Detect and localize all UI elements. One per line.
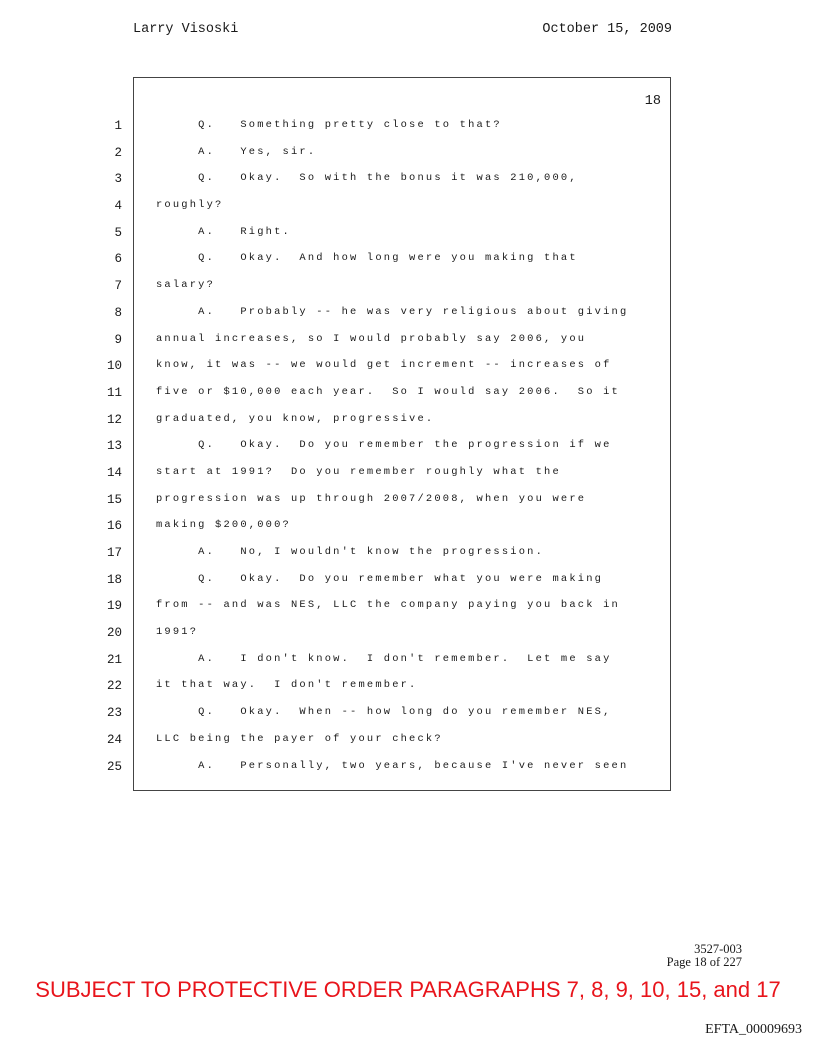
line-text: roughly? [156,199,224,212]
transcript-line [0,356,816,383]
line-number: 10 [106,359,122,374]
line-number: 8 [114,305,122,320]
transcript-line [0,463,816,490]
line-text: five or $10,000 each year. So I would say 2006. So it [156,385,620,398]
line-text: salary? [156,279,216,292]
line-text: A. Right. [156,225,291,238]
line-text: it that way. I don't remember. [156,679,418,692]
line-number: 19 [106,599,122,614]
line-number: 7 [114,279,122,294]
line-text: from -- and was NES, LLC the company paying you back in [156,599,620,612]
transcript-line [0,730,816,757]
line-text: Q. Okay. And how long were you making that [156,252,578,265]
transcript-line [0,543,816,570]
transcript-line [0,650,816,677]
line-text: know, it was -- we would get increment -- increases of [156,359,612,372]
line-number: 22 [106,679,122,694]
line-text: Q. Okay. When -- how long do you remember NES, [156,706,612,719]
line-text: A. I don't know. I don't remember. Let me say [156,652,612,665]
line-text: LLC being the payer of your check? [156,732,443,745]
line-text: start at 1991? Do you remember roughly what the [156,465,561,478]
transcript-line [0,676,816,703]
line-number: 20 [106,626,122,641]
line-text: Q. Okay. Do you remember what you were making [156,572,604,585]
line-number: 9 [114,332,122,347]
transcript-line [0,169,816,196]
protective-order-notice: SUBJECT TO PROTECTIVE ORDER PARAGRAPHS 7, 8, 9, 10, 15, and 17 [35,977,781,1002]
line-text: A. Probably -- he was very religious about giving [156,305,629,318]
line-number: 14 [106,465,122,480]
line-number: 17 [106,546,122,560]
transcript-line [0,330,816,357]
transcript-line [0,596,816,623]
line-number: 16 [106,519,122,534]
transcript-line [0,570,816,597]
transcript-line [0,516,816,543]
line-text: annual increases, so I would probably say 2006, you [156,332,587,345]
transcript-line [0,303,816,330]
transcript-line [0,116,816,143]
line-number: 5 [114,225,122,240]
transcript-line [0,490,816,517]
transcript-line [0,143,816,170]
line-text: A. Yes, sir. [156,145,317,158]
document-code: 3527-003 [694,942,742,956]
bates-number: EFTA_00009693 [705,1022,802,1037]
line-text: Q. Okay. So with the bonus it was 210,000, [156,172,578,185]
line-number: 2 [114,145,122,160]
deposition-date: October 15, 2009 [542,22,672,37]
line-text: A. No, I wouldn't know the progression. [156,546,545,558]
transcript-line [0,703,816,730]
line-number: 18 [106,572,122,587]
line-number: 6 [114,252,122,267]
transcript-line [0,223,816,250]
line-text: Q. Okay. Do you remember the progression if we [156,439,612,452]
line-text: graduated, you know, progressive. [156,412,435,425]
transcript-line [0,196,816,223]
transcript-line [0,276,816,303]
line-number: 12 [106,412,122,427]
line-text: Q. Something pretty close to that? [156,119,502,131]
line-number: 21 [106,652,122,667]
transcript-line [0,757,816,784]
transcript-line [0,410,816,437]
transcript-line [0,436,816,463]
transcript-page-number: 18 [644,94,661,109]
line-number: 11 [106,385,122,400]
transcript-line [0,249,816,276]
line-number: 25 [106,759,122,774]
line-text: 1991? [156,626,199,639]
line-text: making $200,000? [156,519,291,532]
line-number: 15 [106,492,122,507]
line-text: progression was up through 2007/2008, when you were [156,492,587,505]
line-number: 23 [106,706,122,721]
transcript-line [0,623,816,650]
line-number: 1 [114,119,122,133]
line-number: 24 [106,732,122,747]
line-number: 4 [114,199,122,214]
transcript-line [0,383,816,410]
line-number: 3 [114,172,122,187]
transcript-lines [0,116,816,783]
deponent-name: Larry Visoski [133,22,239,37]
page-of-total: Page 18 of 227 [666,955,742,969]
line-text: A. Personally, two years, because I've never seen [156,759,629,772]
line-number: 13 [106,439,122,454]
